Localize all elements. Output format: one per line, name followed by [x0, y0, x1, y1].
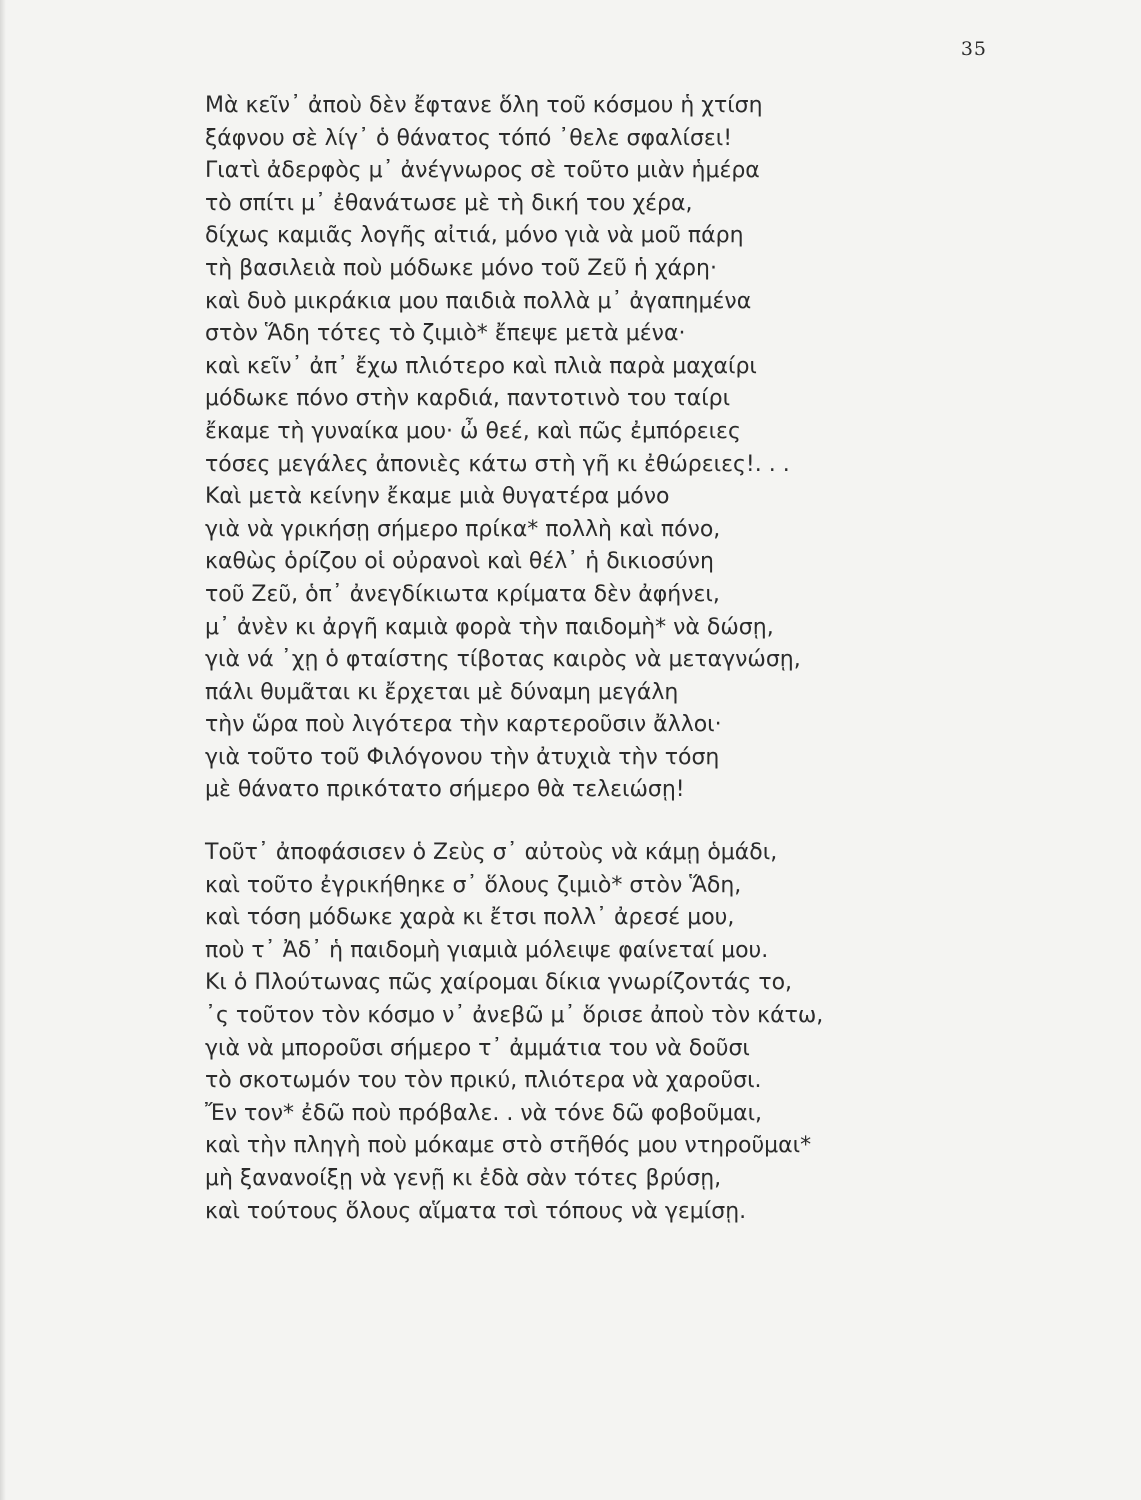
- verse-line: γιὰ τοῦτο τοῦ Φιλόγονου τὴν ἀτυχιὰ τὴν τόση: [205, 744, 720, 770]
- verse-line: καὶ τόση μόδωκε χαρὰ κι ἔτσι πολλ᾽ ἀρεσέ μου,: [205, 905, 735, 931]
- verse-line: ᾽ς τοῦτον τὸν κόσμο ν᾽ ἀνεβῶ μ᾽ ὅρισε ἀποὺ τὸν κάτω,: [205, 1003, 824, 1029]
- verse-line: καὶ δυὸ μικράκια μου παιδιὰ πολλὰ μ᾽ ἀγαπημένα: [205, 288, 752, 314]
- verse-line: Καὶ μετὰ κείνην ἔκαμε μιὰ θυγατέρα μόνο: [205, 484, 670, 510]
- stanza-2: [205, 837, 965, 1228]
- verse-line: ποὺ τ᾽ Ἀδ᾽ ἡ παιδομὴ γιαμιὰ μόλειψε φαίνεταί μου.: [205, 937, 769, 963]
- poem-body: [205, 90, 965, 1228]
- verse-line: Γιατὶ ἀδερφὸς μ᾽ ἀνέγνωρος σὲ τοῦτο μιὰν ἡμέρα: [205, 158, 760, 184]
- verse-line: Ἔν τον* ἐδῶ ποὺ πρόβαλε. . νὰ τόνε δῶ φοβοῦμαι,: [205, 1100, 763, 1126]
- verse-line: καὶ τοῦτο ἐγρικήθηκε σ᾽ ὅλους ζιμιὸ* στὸν Ἅδη,: [205, 872, 742, 898]
- page-edge-shadow: [0, 0, 6, 1500]
- stanza-1: [205, 90, 965, 807]
- verse-line: Μὰ κεῖν᾽ ἀποὺ δὲν ἔφτανε ὅλη τοῦ κόσμου ἡ χτίση: [205, 93, 763, 118]
- page-number: 35: [960, 38, 987, 60]
- verse-line: τόσες μεγάλες ἀπονιὲς κάτω στὴ γῆ κι ἐθώρειες!. . .: [205, 451, 790, 477]
- verse-line: καὶ τὴν πληγὴ ποὺ μόκαμε στὸ στῆθός μου ντηροῦμαι*: [205, 1133, 812, 1159]
- verse-line: καὶ κεῖν᾽ ἀπ᾽ ἔχω πλιότερο καὶ πλιὰ παρὰ μαχαίρι: [205, 353, 757, 379]
- verse-line: τὴν ὥρα ποὺ λιγότερα τὴν καρτεροῦσιν ἄλλοι·: [205, 712, 722, 738]
- verse-line: δίχως καμιᾶς λογῆς αἰτιά, μόνο γιὰ νὰ μοῦ πάρη: [205, 223, 744, 249]
- verse-line: ξάφνου σὲ λίγ᾽ ὁ θάνατος τόπό ᾽θελε σφαλίσει!: [205, 125, 733, 151]
- verse-line: γιὰ νὰ μποροῦσι σήμερο τ᾽ ἀμμάτια του νὰ δοῦσι: [205, 1035, 750, 1061]
- verse-line: γιὰ νά ᾽χῃ ὁ φταίστης τίβοτας καιρὸς νὰ μεταγνώσῃ,: [205, 647, 801, 673]
- verse-line: καὶ τούτους ὅλους αἵματα τσὶ τόπους νὰ γεμίσῃ.: [205, 1198, 747, 1224]
- verse-line: μ᾽ ἀνὲν κι ἀργῆ καμιὰ φορὰ τὴν παιδομὴ* νὰ δώσῃ,: [205, 614, 774, 640]
- verse-line: Κι ὁ Πλούτωνας πῶς χαίρομαι δίκια γνωρίζοντάς το,: [205, 970, 793, 996]
- verse-line: τὸ σκοτωμόν του τὸν πρικύ, πλιότερα νὰ χαροῦσι.: [205, 1068, 762, 1094]
- verse-line: στὸν Ἅδη τότες τὸ ζιμιὸ* ἔπεψε μετὰ μένα·: [205, 321, 686, 347]
- verse-line: ἔκαμε τὴ γυναίκα μου· ὦ θεέ, καὶ πῶς ἐμπόρειες: [205, 418, 741, 444]
- verse-line: τοῦ Ζεῦ, ὁπ᾽ ἀνεγδίκιωτα κρίματα δὲν ἀφήνει,: [205, 581, 720, 607]
- verse-line: Τοῦτ᾽ ἀποφάσισεν ὁ Ζεὺς σ᾽ αὐτοὺς νὰ κάμῃ ὁμάδι,: [205, 840, 778, 866]
- verse-line: μὴ ξανανοίξῃ νὰ γενῇ κι ἐδὰ σὰν τότες βρύσῃ,: [205, 1166, 722, 1191]
- verse-line: μὲ θάνατο πρικότατο σήμερο θὰ τελειώσῃ!: [205, 777, 685, 803]
- verse-line: μόδωκε πόνο στὴν καρδιά, παντοτινὸ του ταίρι: [205, 386, 731, 412]
- verse-line: τὸ σπίτι μ᾽ ἐθανάτωσε μὲ τὴ δική του χέρα,: [205, 190, 693, 216]
- verse-line: γιὰ νὰ γρικήσῃ σήμερο πρίκα* πολλὴ καὶ πόνο,: [205, 516, 721, 542]
- verse-line: καθὼς ὁρίζου οἱ οὐρανοὶ καὶ θέλ᾽ ἡ δικιοσύνη: [205, 549, 714, 575]
- verse-line: πάλι θυμᾶται κι ἔρχεται μὲ δύναμη μεγάλη: [205, 679, 679, 705]
- verse-line: τὴ βασιλειὰ ποὺ μόδωκε μόνο τοῦ Ζεῦ ἡ χάρη·: [205, 255, 717, 281]
